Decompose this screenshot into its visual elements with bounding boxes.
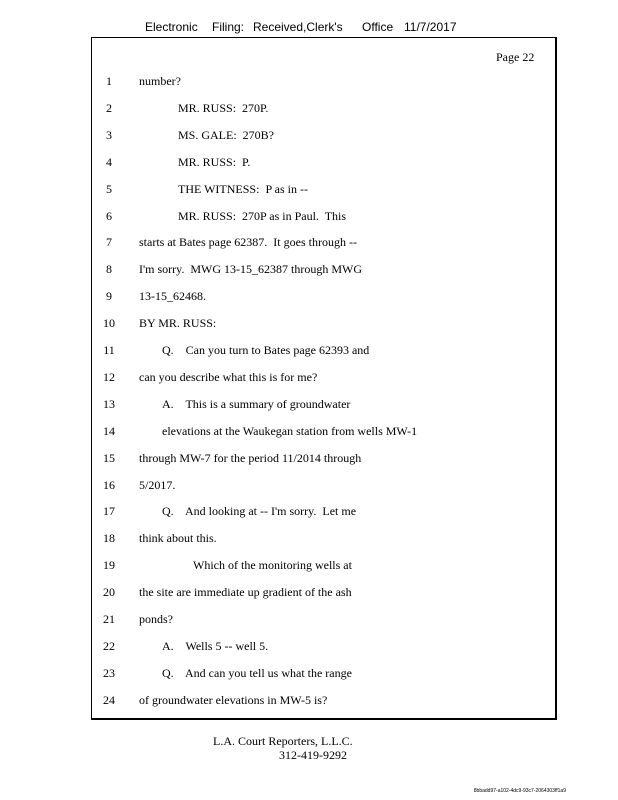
line-text: through MW-7 for the period 11/2014 through: [139, 450, 362, 465]
line-number: 16: [103, 477, 115, 492]
line-number: 1: [106, 74, 112, 88]
line-text: I'm sorry. MWG 13-15_62387 through MWG: [139, 262, 363, 277]
line-number: 18: [103, 531, 115, 546]
filing-date: 11/7/2017: [404, 20, 457, 34]
line-number: 5: [106, 181, 112, 196]
line-number: 14: [103, 423, 115, 438]
line-text: think about this.: [139, 531, 217, 546]
line-text: MR. RUSS: P.: [178, 154, 251, 169]
line-number: 10: [103, 316, 115, 331]
line-text: 13-15_62468.: [139, 289, 206, 304]
document-hash: 8bbadd97-a102-4dc9-93c7-2064303ff1a9: [473, 788, 566, 794]
line-number: 20: [103, 585, 115, 600]
line-text: BY MR. RUSS:: [139, 316, 217, 331]
line-number: 15: [103, 450, 115, 465]
line-text: Which of the monitoring wells at: [193, 558, 352, 573]
line-text: Q. And looking at -- I'm sorry. Let me: [162, 504, 357, 519]
line-number: 8: [106, 262, 112, 277]
line-number: 17: [103, 504, 115, 519]
line-number: 24: [103, 692, 115, 707]
line-text: the site are immediate up gradient of the ash: [139, 585, 352, 600]
footer-phone: 312-419-9292: [279, 748, 347, 762]
line-number: 2: [106, 100, 112, 115]
line-number: 22: [103, 638, 115, 653]
line-text: of groundwater elevations in MW-5 is?: [139, 692, 328, 707]
line-number: 12: [103, 369, 115, 384]
line-text: number?: [139, 74, 181, 88]
line-text: Q. Can you turn to Bates page 62393 and: [162, 343, 370, 357]
filing-header: [0, 20, 618, 36]
line-text: MS. GALE: 270B?: [178, 127, 274, 142]
page-number: Page 22: [496, 50, 535, 64]
line-number: 6: [106, 208, 112, 223]
line-text: A. Wells 5 -- well 5.: [162, 638, 269, 653]
filing-label: Filing:: [212, 20, 245, 34]
line-text: can you describe what this is for me?: [139, 369, 318, 384]
line-text: MR. RUSS: 270P.: [178, 100, 269, 115]
filing-received: Received,Clerk's: [253, 20, 343, 34]
line-number: 13: [103, 396, 115, 411]
line-number: 21: [103, 612, 115, 626]
line-text: elevations at the Waukegan station from wells MW-1: [162, 423, 418, 438]
footer-company: L.A. Court Reporters, L.L.C.: [213, 734, 353, 748]
line-text: A. This is a summary of groundwater: [162, 396, 351, 411]
line-number: 19: [103, 558, 115, 573]
line-number: 9: [106, 289, 112, 304]
line-number: 3: [106, 127, 112, 142]
line-number: 11: [103, 343, 115, 357]
line-text: THE WITNESS: P as in --: [178, 181, 308, 196]
line-number: 23: [103, 665, 115, 680]
line-text: ponds?: [139, 612, 173, 626]
line-text: Q. And can you tell us what the range: [162, 665, 352, 680]
filing-office: Office: [362, 20, 394, 34]
line-text: MR. RUSS: 270P as in Paul. This: [178, 208, 347, 223]
line-text: starts at Bates page 62387. It goes through --: [139, 235, 357, 250]
filing-electronic: Electronic: [145, 20, 198, 34]
line-text: 5/2017.: [139, 477, 176, 492]
line-number: 7: [106, 235, 112, 250]
line-number: 4: [106, 154, 112, 169]
